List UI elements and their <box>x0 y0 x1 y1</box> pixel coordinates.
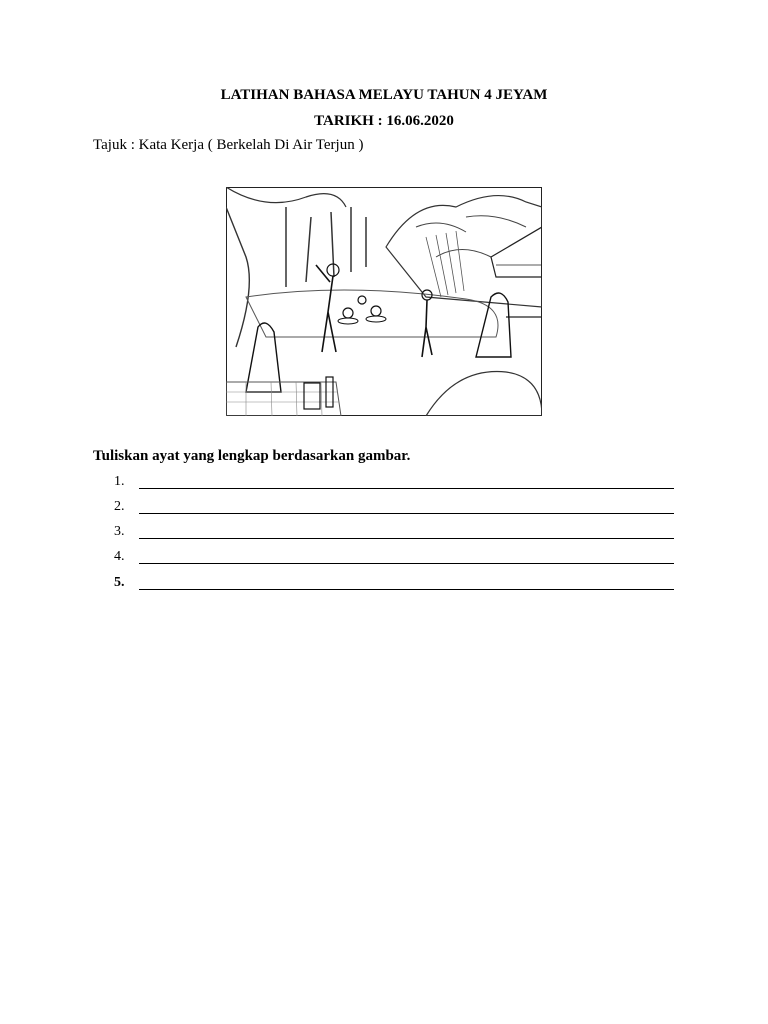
answer-number: 5. <box>114 575 125 590</box>
answer-row <box>0 549 768 571</box>
answer-row <box>0 499 768 521</box>
answer-row <box>0 524 768 546</box>
answer-line[interactable] <box>139 513 674 514</box>
topic-line: Tajuk : Kata Kerja ( Berkelah Di Air Terjun ) <box>93 137 364 153</box>
answer-number: 4. <box>114 549 125 564</box>
worksheet-date: TARIKH : 16.06.2020 <box>314 113 454 129</box>
answer-line[interactable] <box>139 538 674 539</box>
answer-number: 1. <box>114 474 125 489</box>
answer-number: 2. <box>114 499 125 514</box>
answer-line[interactable] <box>139 589 674 590</box>
answer-line[interactable] <box>139 488 674 489</box>
answer-line[interactable] <box>139 563 674 564</box>
answer-number: 3. <box>114 524 125 539</box>
answer-row <box>0 575 768 597</box>
worksheet-title: LATIHAN BAHASA MELAYU TAHUN 4 JEYAM <box>220 87 548 103</box>
instruction-text: Tuliskan ayat yang lengkap berdasarkan gambar. <box>93 448 411 464</box>
answer-row <box>0 474 768 496</box>
